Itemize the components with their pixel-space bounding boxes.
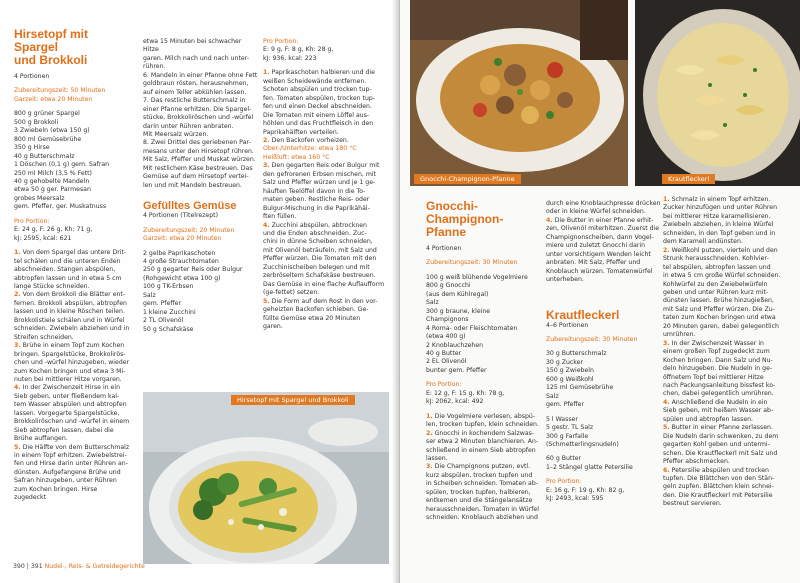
step-line: in etwa 5 cm große Würfel schneiden. (663, 272, 781, 280)
step-line: mit Salz und Pfeffer würzen. Die Zu- (663, 305, 775, 313)
step-number: 1. (663, 196, 670, 203)
step-line: Brokkolistiele schälen und in Würfel (14, 316, 125, 324)
step-number: 6. (663, 466, 670, 474)
recipe-gnocchi (426, 200, 540, 523)
cook-time: Garzeit: etwa 20 Minuten (143, 235, 222, 243)
ingredient-list (143, 250, 259, 335)
ingredient: Salz (546, 392, 559, 400)
ingredient-list (14, 110, 130, 211)
step-number: 3. (663, 339, 670, 347)
per-portion-label: Pro Portion: (546, 478, 582, 486)
step-line: kurz abspülen, trocken tupfen und (426, 471, 533, 479)
ingredient: (Rohgewicht etwa 100 g) (143, 274, 221, 282)
steps (14, 249, 130, 503)
chapter-label: Nudel-, Reis- & Getreidegerichte (44, 563, 145, 570)
servings: 4 Portionen (426, 245, 462, 252)
step-line: Die Nudeln darin schwenken, zu dem (663, 432, 779, 440)
step-line: den. Die Krautfleckerl mit Petersilie (663, 491, 773, 499)
text-line: auf einem Teller abkühlen lassen. (143, 88, 247, 96)
step-line: zen, Olivenöl miterhitzen. Zuerst die (546, 225, 660, 233)
prep-time: Zubereitungszeit: 20 Minuten (143, 226, 235, 234)
ingredient: bunter gem. Pfeffer (426, 366, 487, 374)
ingredient: 300 g braune, kleine (426, 307, 491, 315)
step-line: 3. Die Champignons putzen, evtl. (426, 463, 531, 471)
step-line: Zucker hinzufügen und unter Rühren (663, 204, 778, 212)
ingredient: 800 ml Gemüsebrühe (14, 135, 82, 143)
step-line: anbraten. Mit Salz, Pfeffer und (546, 259, 641, 267)
step-line: zum Kochen bringen. Hirse zugedeckt (14, 485, 98, 502)
ingredient: 500 g Brokkoli (14, 118, 59, 126)
text-line: garen. Milch nach und nach unter- (143, 54, 250, 62)
step-line: 5. Die Hälfte von dem Butterschmalz (14, 443, 130, 451)
krautfleckerl-illustration (635, 0, 800, 186)
ingredient: gem. Pfeffer (143, 300, 182, 308)
step-line: Pfeffer würzen. Die Tomaten mit den (263, 255, 377, 263)
ingredient: 4 Roma- oder Fleischtomaten (426, 324, 518, 332)
ingredient: 800 g Gnocchi (426, 282, 471, 290)
step-line: öffnetem Topf bei mittlerer Hitze (663, 373, 764, 381)
per-portion-label: Pro Portion: (263, 38, 299, 45)
step-line: dünsten lassen. Brühe hinzugießen, (663, 297, 774, 305)
step-line: 5. Butter in einer Pfanne zerlassen. (663, 424, 773, 432)
per-portion-label: Pro Portion: (14, 217, 50, 225)
step-line: mit Olivenöl beträufeln, mit Salz und (263, 246, 377, 254)
ingredient: 60 g Butter (546, 455, 582, 463)
step-line: chen, dabei gelegentlich umrühren. (663, 390, 774, 398)
text-line: Mit Meersalz würzen. (143, 130, 209, 138)
step-line: geben und unter Rühren kurz mit- (663, 288, 769, 296)
step-number: 3. (14, 342, 21, 350)
ingredient: 150 g Zwiebeln (546, 367, 594, 375)
step-line: abschneiden. Stangen abspülen, (14, 266, 116, 274)
text-line: Mit restlichem Käse bestreuen. Das (143, 164, 253, 172)
text-line: 7. Das restliche Butterschmalz in (143, 97, 246, 105)
step-line: schen. Die Krautfleckerl mit Salz und (663, 449, 778, 457)
step-number: 2. (263, 136, 270, 144)
recipe-gnocchi-continued (546, 200, 662, 504)
step-line: Kochen bringen. Dann Salz und Nu- (663, 356, 773, 364)
step-number: 2. (663, 246, 670, 254)
oven-temp-top-bottom: Ober-/Unterhitze: etwa 180 °C (263, 145, 357, 153)
step-line: weißen Scheidewände entfernen. (263, 77, 367, 85)
step-number: 2. (426, 429, 433, 437)
step-line: zum Kochen bringen und etwa 3 Mi- (14, 367, 126, 375)
step-line: gegarten Kohl geben und untermi- (663, 441, 770, 449)
ingredient: 100 g TK-Erbsen (143, 283, 194, 291)
step-line: chini in dünne Scheiben schneiden, (263, 238, 373, 246)
ingredient: 40 g Butter (426, 349, 462, 357)
ingredient: 30 g Butterschmalz (546, 350, 607, 358)
ingredient: 100 g weiß blühende Vogelmiere (426, 273, 528, 281)
step-line: herausschneiden. Tomaten in Würfel (426, 505, 539, 513)
ingredient: 5 l Wasser (546, 415, 578, 423)
step-line: schließend in einem Sieb abtropfen (426, 446, 536, 454)
step-line: bestreut servieren. (663, 500, 722, 508)
ingredient: 250 ml Milch (3,5 % Fett) (14, 169, 92, 177)
step-number: 5. (263, 297, 270, 305)
step-number: 4. (263, 221, 270, 229)
ingredient: 30 g Zucker (546, 358, 584, 366)
step-line: 4. Anschließend die Nudeln in ein (663, 398, 768, 406)
page-footer (13, 563, 145, 570)
step-number: 2. (14, 291, 21, 299)
recipe-title-line2: und Brokkoli (14, 53, 88, 67)
ingredient: 2 gelbe Paprikaschoten (143, 249, 216, 257)
ingredient: (Schmetterlingsnudeln) (546, 440, 619, 448)
servings: 4–6 Portionen (546, 321, 589, 329)
step-line: häuften Teelöffel davon in die To- (263, 187, 366, 195)
step-line: 4. Zucchini abspülen, abtrocknen (263, 221, 367, 229)
step-line: 20 Minuten garen, dabei gelegentlich (663, 322, 779, 330)
photo-gnocchi (410, 0, 628, 186)
step-line: Strunk herausschneiden. Kohlvier- (663, 255, 769, 263)
step-line: 2. Von dem Brokkoli die Blätter ent- (14, 291, 126, 299)
step-line: len, trocken tupfen, klein schneiden. (426, 421, 539, 429)
step-number: 4. (663, 398, 670, 406)
step-line: ser etwa 2 Minuten blanchieren. An- (426, 438, 539, 446)
ingredient: 2 TL Olivenöl (143, 317, 184, 325)
recipe-title: Hirsetopf mit Spargel (14, 27, 89, 54)
hirsetopf-illustration (143, 392, 389, 564)
recipe-hirsetopf (14, 28, 130, 503)
step-line: ften füllen. (263, 213, 297, 221)
step-line: fen. Tomaten abspülen, trocken tup- (263, 94, 376, 102)
step-line: 6. Petersilie abspülen und trocken (663, 466, 769, 474)
step-line: Brokkoliröschen und -würfel in einem (14, 418, 130, 426)
step-number: 1. (263, 69, 270, 77)
photo-hirsetopf (143, 392, 389, 564)
right-page (400, 0, 800, 583)
ingredient: 40 g gehobelte Mandeln (14, 177, 90, 185)
step-number: 5. (14, 443, 21, 451)
ingredient: (etwa 400 g) (426, 333, 466, 341)
step-line: Pfeffer abschmecken. (663, 458, 730, 466)
step-line: Safran hinzugeben, unter Rühren (14, 477, 117, 485)
step-line: tem Wasser abspülen und abtropfen (14, 401, 127, 409)
ingredient: 250 g gegarter Reis oder Bulgur (143, 266, 243, 274)
step-line: schneiden. Knoblauch abziehen und (426, 514, 538, 522)
ingredient: 4 große Strauchtomaten (143, 257, 219, 265)
nutrition: E: 9 g, F: 8 g, Kh: 28 g, (263, 46, 334, 54)
ingredient: 125 ml Gemüsebrühe (546, 384, 614, 392)
step-line: schneiden, in den Topf geben und in (663, 229, 776, 237)
step-line: chen und -würfel hinzugeben, wieder (14, 359, 130, 367)
step-line: lassen. (426, 454, 448, 462)
step-line: 5. Die Form auf dem Rost in den vor- (263, 297, 378, 305)
servings: 4 Portionen (14, 73, 50, 80)
nutrition: E: 12 g, F: 15 g, Kh: 78 g, (426, 389, 505, 397)
step-line: tupfen. Die Blättchen von den Stän- (663, 474, 775, 482)
step-line: lassen und in kleine Röschen teilen. (14, 308, 125, 316)
ingredient: 50 g Schafskäse (143, 325, 194, 333)
step-line: abtropfen lassen und in etwa 5 cm (14, 274, 122, 282)
step-line: Streifen schneiden. (14, 333, 74, 341)
step-line: lange Stücke schneiden. (14, 282, 90, 290)
step-line: nach Packungsanleitung bissfest ko- (663, 381, 776, 389)
step-line: maten geben. Restliche Reis- oder (263, 196, 370, 204)
step-line: (ge-fettet) setzen. (263, 289, 320, 297)
step-line: 2. Gnocchi in kochendem Salzwas- (426, 429, 535, 437)
step-line: unterheben. (546, 276, 584, 284)
step-line: geln zupfen. Blättchen klein schnei- (663, 483, 774, 491)
ingredient: 1 Döschen (0,1 g) gem. Safran (14, 161, 110, 169)
step-line: fen und Hirse darin unter Rühren an- (14, 460, 128, 468)
step-line: Knoblauch würzen. Tomatenwürfel (546, 267, 653, 275)
step-line: zerbröseltem Schafskäse bestreuen. (263, 272, 376, 280)
step-line: Kohlwürfel zu den Zwiebelwürfeln (663, 280, 768, 288)
step-line: deln hinzugeben. Die Nudeln in ge- (663, 365, 773, 373)
step-number: 1. (14, 249, 21, 257)
step-line: bringen. Spargelstücke, Brokkolirös- (14, 350, 126, 358)
step-line: einem großen Topf zugedeckt zum (663, 348, 770, 356)
text-line: 8. Zwei Drittel des geriebenen Par- (143, 139, 251, 147)
step-line: in Scheiben schneiden. Tomaten ab- (426, 480, 538, 488)
per-portion-label: Pro Portion: (426, 381, 462, 389)
nutrition: kJ: 2595, kcal: 621 (14, 234, 72, 242)
step-line: 4. Die Butter in einer Pfanne erhit- (546, 216, 654, 224)
step-number: 3. (263, 162, 270, 170)
photo-caption: Krautfleckerl (662, 174, 715, 184)
recipe-title-krautfleckerl: Krautfleckerl (546, 307, 620, 322)
step-number: 4. (546, 216, 553, 224)
step-line: höhlen und das Fruchtfleisch in den (263, 120, 374, 128)
page-numbers: 390 | 391 (13, 563, 43, 570)
nutrition: E: 24 g, F: 26 g, Kh: 71 g, (14, 226, 93, 234)
text-line: Gemüse auf dem Hirsetopf vertei- (143, 173, 249, 181)
prep-time: Zubereitungszeit: 30 Minuten (546, 335, 638, 343)
ingredient: (aus dem Kühlregal) (426, 290, 489, 298)
step-line: Die Tomaten mit einem Löffel aus- (263, 111, 370, 119)
text-line: rühren. (143, 63, 166, 71)
step-number: 5. (663, 424, 670, 432)
text-line: mesans unter den Hirsetopf rühren. (143, 147, 254, 155)
step-line: 1. Von dem Spargel das untere Drit- (14, 249, 127, 257)
step-line: Schoten abspülen und trocken tup- (263, 86, 372, 94)
ingredient: 2 Knoblauchzehen (426, 341, 484, 349)
nutrition: kJ: 936, kcal: 223 (263, 54, 317, 62)
text-line: stücke, Brokkoliröschen und -würfel (143, 114, 254, 122)
step-line: und die Enden abschneiden. Zuc- (263, 229, 367, 237)
ingredient-list (546, 350, 662, 472)
step-line: 1. Paprikaschoten halbieren und die (263, 69, 375, 77)
left-page (0, 0, 398, 583)
ingredient: 1 kleine Zucchini (143, 308, 196, 316)
step-line: garen. (263, 322, 283, 330)
ingredient: 300 g Farfalle (546, 432, 589, 440)
text-line: einer Pfanne erhitzen. Die Spargel- (143, 105, 252, 113)
step-line: bei mittlerer Hitze karamellisieren. (663, 212, 771, 220)
step-line: spülen, trocken tupfen, halbieren, (426, 488, 531, 496)
step-line: Salz und Pfeffer würzen und je 1 ge- (263, 179, 376, 187)
step-line: Brühe auffangen. (14, 435, 68, 443)
step-line: fernen. Brokkoli abspülen, abtropfen (14, 299, 127, 307)
ingredient: Salz (143, 291, 156, 299)
step-line: dem Karamell andünsten. (663, 238, 743, 246)
ingredient: 40 g Butterschmalz (14, 152, 75, 160)
step-line: schneiden. Zwiebeln abziehen und in (14, 325, 130, 333)
step-line: lassen. Vorgegarte Spargelstücke, (14, 409, 120, 417)
ingredient: 600 g Weißkohl (546, 375, 594, 383)
steps (426, 413, 540, 523)
text-line: 6. Mandeln in einer Pfanne ohne Fett (143, 71, 258, 79)
step-line: in einem Topf erhitzen. Zwiebelstrei- (14, 452, 127, 460)
step-line: dünsten. Aufgefangene Brühe und (14, 468, 121, 476)
step-line: 3. Brühe in einem Topf zum Kochen (14, 342, 125, 350)
step-line: Sieb abtropfen lassen, dabei die (14, 426, 114, 434)
step-line: umrühren. (663, 331, 696, 339)
step-line: spülen und abtropfen lassen. (663, 415, 754, 423)
step-line: 2. Weißkohl putzen, vierteln und den (663, 246, 778, 254)
ingredient: gem. Pfeffer (546, 401, 585, 409)
step-number: 3. (426, 463, 433, 471)
step-line: entkernen und die Stängelansätze (426, 497, 533, 505)
text-line: goldbraun rösten, herausnehmen, (143, 80, 249, 88)
text-line: Mit Salz, Pfeffer und Muskat würzen. (143, 156, 256, 164)
photo-caption: Gnocchi-Champignon-Pfanne (414, 174, 521, 184)
step-line: geheizten Backofen schieben. Ge- (263, 306, 369, 314)
step-line: oder in kleine Würfel schneiden. (546, 208, 646, 216)
ingredient: 350 g Hirse (14, 144, 50, 152)
recipe-title-line2: Pfanne (426, 225, 467, 239)
nutrition: kJ: 2493, kcal: 595 (546, 495, 604, 503)
step-line: taten zum Kochen bringen und etwa (663, 314, 776, 322)
oven-temp-convection: Heißluft: etwa 160 °C (263, 153, 330, 161)
step-line: Champignonscheiben, dann Vogel- (546, 233, 654, 241)
step-number: 4. (14, 384, 21, 392)
step-line: den gefrorenen Erbsen mischen, mit (263, 170, 376, 178)
ingredient: 5 gestr. TL Salz (546, 424, 594, 432)
prep-time: Zubereitungszeit: 30 Minuten (426, 259, 518, 267)
step-line: durch eine Knoblauchpresse drücken (546, 200, 661, 207)
prep-time: Zubereitungszeit: 50 Minuten (14, 87, 106, 95)
text-line: etwa 15 Minuten bei schwacher Hitze (143, 38, 242, 54)
text-line: darin unter Rühren anbraten. (143, 122, 234, 130)
step-line: 4. In der Zwischenzeit Hirse in ein (14, 384, 121, 392)
step-line: tel schälen und die unteren Enden (14, 257, 121, 265)
recipe-hirsetopf-continued (143, 38, 259, 334)
cook-time: Garzeit: etwa 20 Minuten (14, 95, 93, 103)
ingredient: 3 Zwiebeln (etwa 150 g) (14, 127, 90, 135)
ingredient: gem. Pfeffer, ger. Muskatnuss (14, 203, 107, 211)
step-line: Das Gemüse in eine flache Auflaufform (263, 280, 385, 288)
step-line: Sieb geben, unter fließendem kal- (14, 392, 120, 400)
step-line: miere und zuletzt Gnocchi darin (546, 242, 646, 250)
step-line: Zucchinischeiben belegen und mit (263, 263, 370, 271)
ingredient: Salz (426, 299, 439, 307)
recipe-title-gefuelltes-gemuese: Gefülltes Gemüse (143, 200, 237, 213)
step-line: Zwiebeln abziehen, in kleine Würfel (663, 221, 774, 229)
step-line: Sieb geben, mit heißem Wasser ab- (663, 407, 774, 415)
ingredient: 800 g grüner Spargel (14, 110, 80, 118)
ingredient: 1–2 Stängel glatte Petersilie (546, 463, 633, 471)
step-number: 1. (426, 412, 433, 420)
step-line: füllte Gemüse etwa 20 Minuten (263, 314, 361, 322)
step-line: 1. Die Vogelmiere verlesen, abspü- (426, 412, 536, 420)
step-line: 3. Den gegarten Reis oder Bulgur mit (263, 162, 380, 170)
step-line: Paprikahälften verteilen. (263, 128, 339, 136)
step-line: Bulgur-Mischung in die Paprikähäl- (263, 204, 370, 212)
text-line: len und mit Mandeln bestreuen. (143, 181, 242, 189)
recipe-gefuelltes-gemuese-method (263, 38, 387, 331)
ingredient: grobes Meersalz (14, 194, 65, 202)
nutrition: kJ: 2062, kcal: 492 (426, 398, 484, 406)
recipe-krautfleckerl-method (663, 196, 789, 509)
recipe-title: Gnocchi-Champignon- (426, 199, 504, 226)
nutrition: E: 16 g, F: 19 g, Kh: 82 g, (546, 486, 625, 494)
step-line: unter vorsichtigem Wenden leicht (546, 250, 651, 258)
ingredient: Champignons (426, 316, 469, 324)
ingredient: etwa 50 g ger. Parmesan (14, 186, 91, 194)
step-line: nuten bei mittlerer Hitze vorgaren. (14, 375, 122, 383)
servings: 4 Portionen (Titelrezept) (143, 212, 219, 220)
step-line: fen und einen Deckel abschneiden. (263, 103, 372, 111)
step-line: tel abspülen, abtropfen lassen und (663, 263, 771, 271)
photo-caption: Hirsetopf mit Spargel und Brokkoli (231, 395, 355, 405)
gnocchi-illustration (410, 0, 628, 186)
photo-krautfleckerl (635, 0, 800, 186)
step-line: 3. In der Zwischenzeit Wasser in (663, 339, 764, 347)
ingredient: 2 EL Olivenöl (426, 358, 467, 366)
step-line: 1. Schmalz in einem Topf erhitzen. (663, 196, 771, 203)
step-line: 2. Den Backofen vorheizen. (263, 136, 349, 144)
ingredient-list (426, 274, 540, 375)
